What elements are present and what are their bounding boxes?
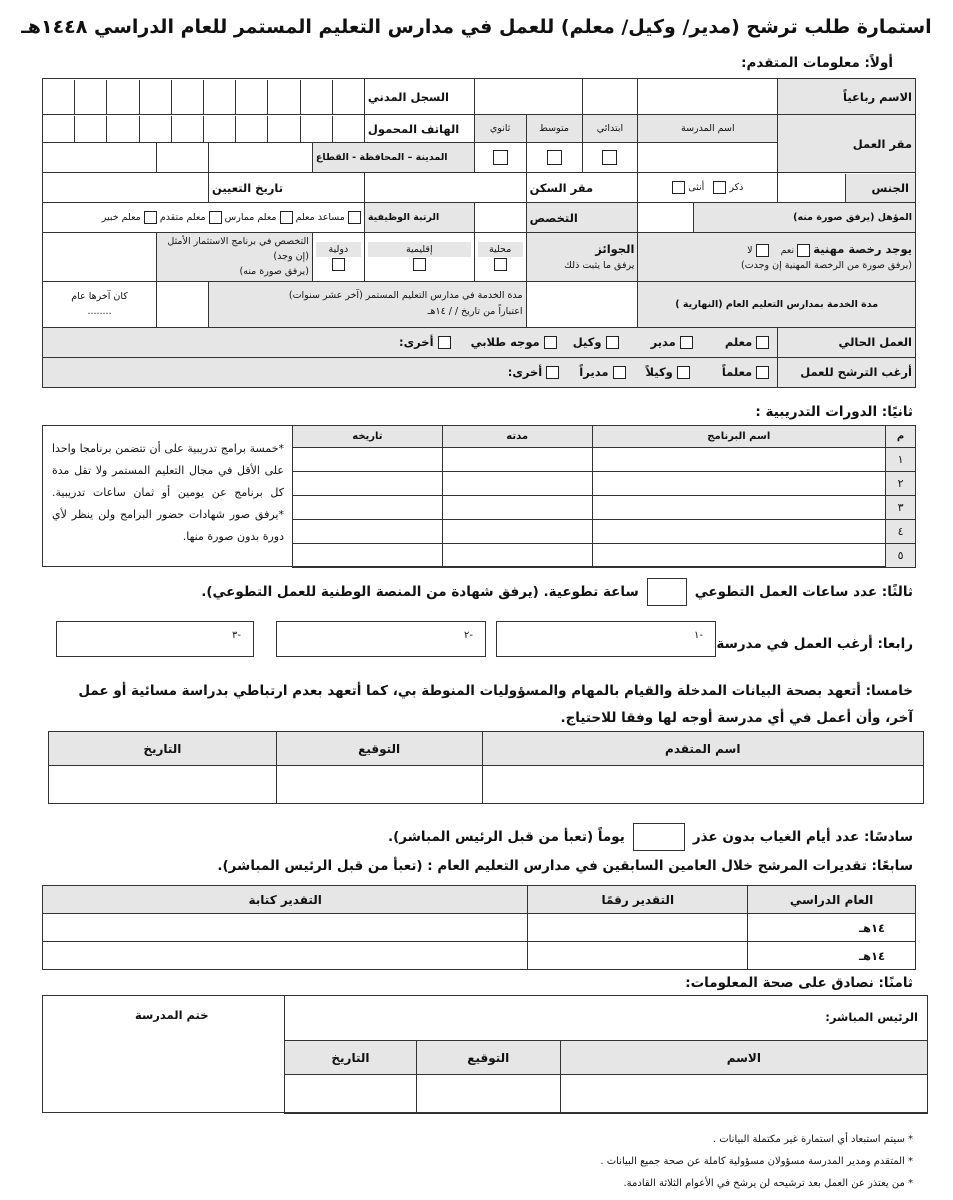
full-name-cell-3[interactable] [474,79,582,115]
duration-input[interactable] [442,472,592,496]
civil-record-digits[interactable] [43,80,364,114]
note-3: * من يعتذر عن العمل بعد ترشيحه لن يرشح في الأعوام الثلاثة القادمة. [623,1178,913,1189]
current-other-label: أخرى: [398,335,434,350]
service-continuous-label: مدة الخدمة في مدارس التعليم المستمر (آخر عشر سنوات) [288,289,523,301]
regional-label: إقليمية [368,242,471,257]
row-num: ٣ [886,496,916,520]
current-deputy-checkbox[interactable] [606,336,619,349]
row-num: ٤ [886,520,916,544]
secondary-label: ثانوي [474,115,526,143]
license-no-label: لا [747,244,753,256]
desired-deputy-checkbox[interactable] [677,366,690,379]
signature-input[interactable] [276,766,482,804]
desired-teacher-label: معلماً [721,365,753,380]
applicant-name-input[interactable] [482,766,923,804]
numeric-rating-input[interactable] [528,914,748,942]
note-1: * سيتم استبعاد أي استمارة غير مكتملة البيانات . [712,1134,913,1145]
date-input[interactable] [293,520,443,544]
intermediate-label: متوسط [526,115,582,143]
supervisor-table [284,1040,928,1114]
full-name-cell-1[interactable] [638,79,778,115]
written-rating-header: التقدير كتابة [43,886,528,914]
desired-principal-checkbox[interactable] [613,366,626,379]
rank-expert-checkbox[interactable] [144,211,157,224]
work-place-label: مقر العمل [778,115,916,173]
international-label: دولية [316,242,361,257]
residence-label: مقر السكن [526,173,638,203]
row-num: ٢ [886,472,916,496]
primary-checkbox[interactable] [602,150,617,165]
rank-practitioner-checkbox[interactable] [280,211,293,224]
numeric-rating-input[interactable] [528,942,748,970]
section8-heading: ثامنًا: نصادق على صحة المعلومات: [685,975,913,991]
full-name-label: الاسم رباعياً [778,79,916,115]
school-stamp-label: ختم المدرسة [135,1008,209,1022]
supervisor-date-header: التاريخ [285,1041,417,1075]
col-date: تاريخه [293,426,443,448]
duration-input[interactable] [442,496,592,520]
row-num: ١ [886,448,916,472]
license-yes-checkbox[interactable] [797,244,810,257]
primary-label: ابتدائي [582,115,638,143]
current-counselor-label: موجه طلابي [470,335,540,350]
supervisor-name-input[interactable] [560,1075,927,1114]
written-rating-input[interactable] [43,942,528,970]
duration-input[interactable] [442,448,592,472]
col-num: م [886,426,916,448]
rank-assistant-checkbox[interactable] [348,211,361,224]
ideal-program-label: التخصص في برنامج الاستثمار الأمثل (إن وجد) [167,236,309,263]
school-choice-2[interactable] [276,621,486,657]
rank-expert-label: معلم خبير [101,212,141,223]
date-input[interactable] [293,472,443,496]
school-choice-3-label: -٣ [232,630,241,641]
last-year-label: كان آخرها عام [71,290,128,302]
date-input[interactable] [293,448,443,472]
section5-text: خامسا: أتعهد بصحة البيانات المدخلة والقيام بالمهام والمسؤوليات المنوطة بي، كما أتعهد بعدم ارتباطي بدراسة مسائية أو عمل آخر، وأن أعمل في أي مدرسة أوجه لها وفقا للاحتياج. [78,683,913,726]
female-checkbox[interactable] [672,181,685,194]
license-note: (يرفق صورة من الرخصة المهنية إن وجدت) [741,260,912,272]
current-deputy-label: وكيل [572,335,602,350]
program-input[interactable] [592,448,886,472]
gender-label: الجنس [845,174,915,202]
section3-text-before: ثالثًا: عدد ساعات العمل التطوعي [694,584,913,600]
mobile-digits[interactable] [43,116,364,142]
training-note: *خمسة برامج تدريبية على أن تتضمن برنامجا واحدا على الأقل في مجال التعليم المستمر ولا تقل مدة كل برنامج عن يومين أو ثمان ساعات تدريبية. *يرفق صور شهادات حضور البرامج ولن ينظر لأي دورة بدون صورة منها. [52,442,284,543]
as-of-date[interactable]: اعتباراً من تاريخ / / ١٤هـ [427,306,523,318]
residence-input[interactable] [364,173,526,203]
current-counselor-checkbox[interactable] [544,336,557,349]
male-checkbox[interactable] [713,181,726,194]
male-label: ذكر [729,182,744,193]
rank-advanced-label: معلم متقدم [159,212,206,223]
current-other-checkbox[interactable] [438,336,451,349]
appointment-date-label: تاريخ التعيين [209,173,365,203]
last-year-dots[interactable]: ........ [87,306,112,318]
international-checkbox[interactable] [332,258,345,271]
program-input[interactable] [592,544,886,568]
supervisor-date-input[interactable] [285,1075,417,1114]
section6-text-before: سادسًا: عدد أيام الغياب بدون عذر [692,829,913,845]
full-name-cell-2[interactable] [582,79,638,115]
region-input[interactable] [157,143,209,173]
school-name-label: اسم المدرسة [638,115,778,143]
supervisor-signature-input[interactable] [416,1075,560,1114]
date-input[interactable] [49,766,277,804]
training-table [292,425,916,568]
desired-other-checkbox[interactable] [546,366,559,379]
job-rank-label: الرتبة الوظيفية [364,203,474,233]
section1-heading: أولاً: معلومات المتقدم: [741,55,893,71]
section7-heading: سابعًا: تقديرات المرشح خلال العامين السابقين في مدارس التعليم العام : (تعبأ من قبل الرئيس المباشر). [217,858,913,874]
rank-practitioner-label: معلم ممارس [224,212,277,223]
school-choice-1-label: -١ [694,630,703,641]
city-input[interactable] [209,143,313,173]
secondary-checkbox[interactable] [493,150,508,165]
school-choice-2-label: -٢ [464,630,473,641]
duration-input[interactable] [442,520,592,544]
city-region-label: المدينة – المحافظة - القطاع [312,143,474,173]
current-principal-label: مدير [650,335,676,350]
section4-label: رابعا: أرغب العمل في مدرسة [716,636,913,652]
current-teacher-checkbox[interactable] [756,336,769,349]
qualification-input[interactable] [638,203,694,233]
col-program: اسم البرنامج [592,426,886,448]
desired-deputy-label: وكيلاً [645,365,673,380]
ratings-table [42,885,916,970]
school-name-input[interactable] [638,143,778,173]
section3-text-after: ساعة تطوعية. (يرفق شهادة من المنصة الوطنية للعمل التطوعي). [201,584,639,600]
pledge-table [48,731,924,804]
program-input[interactable] [592,520,886,544]
year-cell[interactable]: ١٤هـ [748,914,916,942]
supervisor-signature-header: التوقيع [416,1041,560,1075]
current-principal-checkbox[interactable] [680,336,693,349]
desired-principal-label: مديراً [579,365,609,380]
mobile-label: الهاتف المحمول [364,115,474,143]
duration-input[interactable] [442,544,592,568]
license-yes-label: نعم [780,244,795,256]
desired-teacher-checkbox[interactable] [756,366,769,379]
qualification-label: المؤهل (يرفق صورة منه) [694,203,916,233]
service-general-label: مدة الخدمة بمدارس التعليم العام (النهارية ) [638,281,916,327]
female-label: أنثى [688,182,705,193]
current-teacher-label: معلم [724,335,753,350]
school-choice-1[interactable] [496,621,716,657]
specialization-label: التخصص [526,203,638,233]
program-input[interactable] [592,472,886,496]
rank-advanced-checkbox[interactable] [209,211,222,224]
desired-work-label: أرغب الترشح للعمل [778,357,916,387]
row-num: ٥ [886,544,916,568]
school-choice-3[interactable] [56,621,254,657]
license-no-checkbox[interactable] [756,244,769,257]
ideal-program-input[interactable] [43,233,157,282]
service-continuous-input[interactable] [157,281,209,327]
volunteer-hours-input[interactable] [647,578,687,606]
absence-days-input[interactable] [633,823,685,851]
sector-input[interactable] [43,143,157,173]
section6-text-after: يوماً (تعبأ من قبل الرئيس المباشر). [387,829,625,845]
ideal-program-note: (يرفق صورة منه) [239,266,309,278]
supervisor-label: الرئيس المباشر: [825,1010,918,1024]
awards-label: الجوائز [595,241,635,256]
date-header: التاريخ [49,732,277,766]
col-duration: مدته [442,426,592,448]
service-general-input[interactable] [526,281,638,327]
regional-checkbox[interactable] [413,258,426,271]
rank-assistant-label: مساعد معلم [295,212,345,223]
current-work-label: العمل الحالي [778,327,916,357]
written-rating-input[interactable] [43,914,528,942]
signature-header: التوقيع [276,732,482,766]
date-input[interactable] [293,544,443,568]
intermediate-checkbox[interactable] [547,150,562,165]
date-input[interactable] [293,496,443,520]
applicant-info-table [42,78,916,388]
year-header: العام الدراسي [748,886,916,914]
numeric-rating-header: التقدير رقمًا [528,886,748,914]
specialization-input[interactable] [474,203,526,233]
section2-heading: ثانيًا: الدورات التدريبية : [755,404,913,420]
program-input[interactable] [592,496,886,520]
form-title: استمارة طلب ترشح (مدير/ وكيل/ معلم) للعمل في مدارس التعليم المستمر للعام الدراسي ١٤٤٨هـ [21,16,932,38]
desired-other-label: أخرى: [507,365,543,380]
awards-note: يرفق ما يثبت ذلك [564,260,635,272]
civil-record-label: السجل المدني [364,79,474,115]
supervisor-name-header: الاسم [560,1041,927,1075]
appointment-date-input[interactable] [43,173,209,203]
year-cell[interactable]: ١٤هـ [748,942,916,970]
local-label: محلية [478,242,523,257]
license-label: يوجد رخصة مهنية [813,241,912,256]
local-checkbox[interactable] [494,258,507,271]
applicant-name-header: اسم المتقدم [482,732,923,766]
note-2: * المتقدم ومدير المدرسة مسؤولان مسؤولية كاملة عن صحة جميع البيانات . [600,1156,913,1167]
